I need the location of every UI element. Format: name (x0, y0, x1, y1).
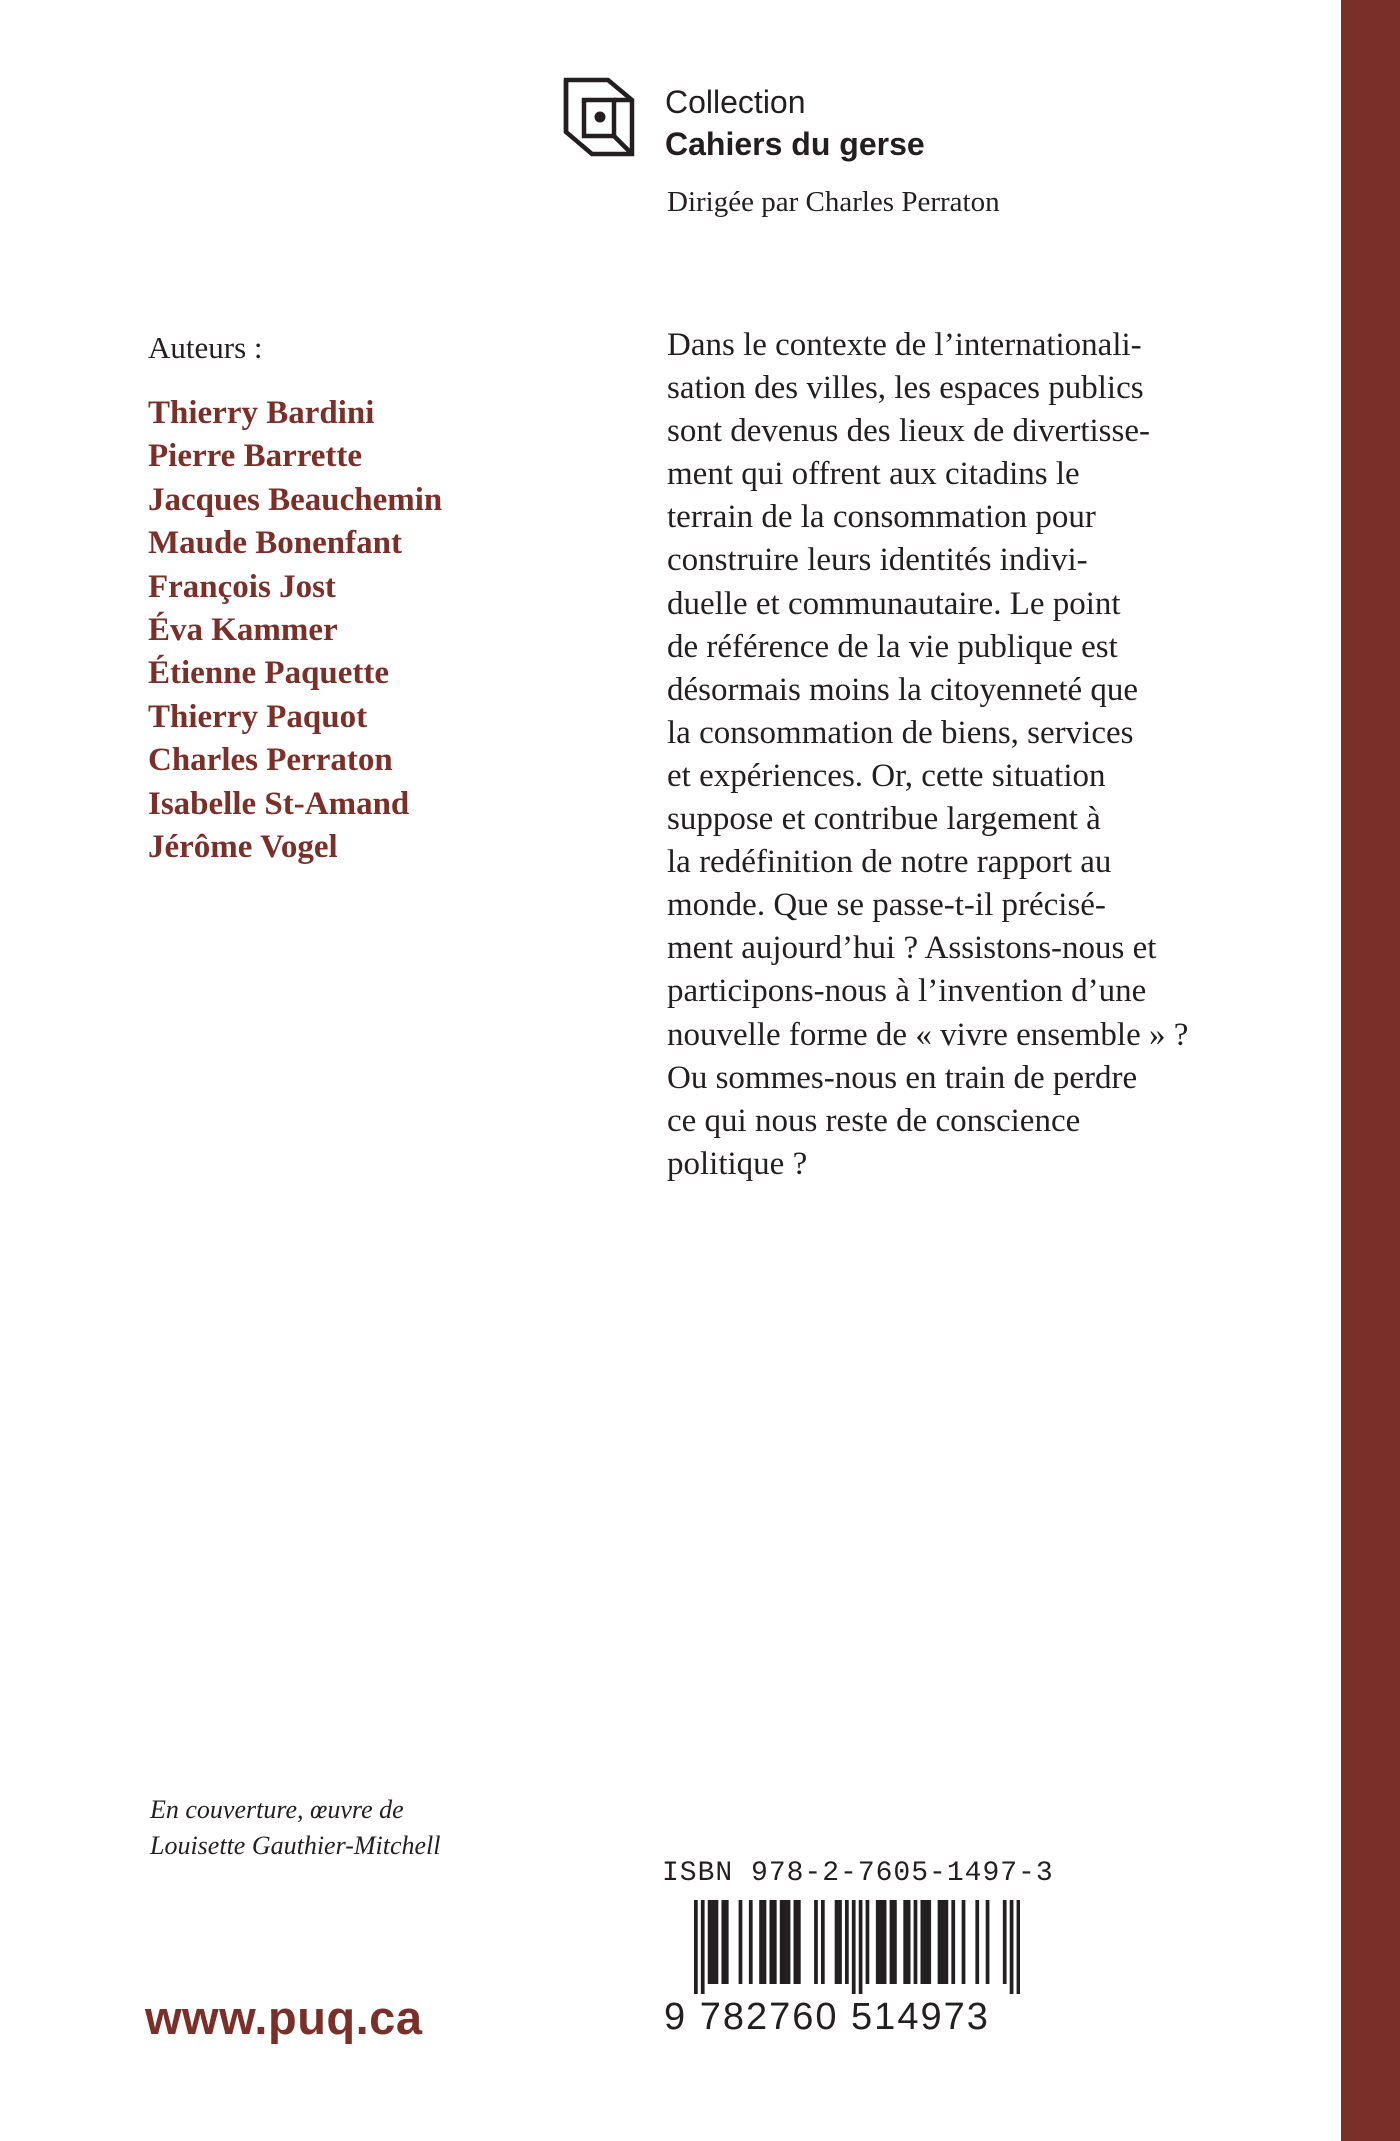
collection-logo-icon (562, 74, 636, 158)
blurb-line: et expériences. Or, cette situation (667, 757, 1106, 794)
author-name: Jacques Beauchemin (148, 481, 443, 518)
barcode-bar (866, 1900, 870, 1984)
authors-list (148, 392, 442, 869)
barcode-bar (938, 1900, 942, 1984)
barcode-bar (814, 1900, 818, 1984)
author-name: Jérôme Vogel (148, 828, 338, 865)
barcode-bar (769, 1900, 773, 1984)
blurb-line: terrain de la consommation pour (667, 499, 1096, 536)
barcode-bar (890, 1900, 894, 1984)
barcode-digits: 9 782760 514973 (664, 1996, 990, 2038)
barcode-bar (1017, 1900, 1020, 1994)
blurb-line: désormais moins la citoyenneté que (667, 671, 1139, 708)
cover-credit-artist: Louisette Gauthier-Mitchell (150, 1831, 441, 1860)
blurb-line: sation des villes, les espaces publics (667, 370, 1144, 407)
barcode-bar (694, 1900, 698, 1994)
barcode-bar (773, 1900, 777, 1984)
cover-credit-line: En couverture, œuvre de (150, 1795, 404, 1824)
blurb-line: suppose et contribue largement à (667, 801, 1101, 838)
barcode-bar (787, 1900, 791, 1984)
author-name: Éva Kammer (148, 611, 338, 648)
barcode-bar (708, 1900, 712, 1984)
collection-name: Cahiers du gerse (665, 126, 925, 162)
barcode-bar (1003, 1900, 1007, 1984)
publisher-website: www.puq.ca (145, 1991, 423, 2044)
barcode-bar (951, 1900, 955, 1984)
author-name: Isabelle St-Amand (148, 785, 410, 822)
spine-band (1341, 0, 1400, 2141)
barcode-bar (852, 1900, 856, 1994)
collection-director: Dirigée par Charles Perraton (667, 186, 1000, 218)
author-name: Étienne Paquette (148, 655, 390, 692)
blurb-line: nouvelle forme de « vivre ensemble » ? (667, 1016, 1189, 1053)
back-cover-blurb (667, 324, 1227, 1186)
author-name: Thierry Bardini (148, 395, 375, 431)
barcode-bar (821, 1900, 825, 1984)
barcode-bar (845, 1900, 849, 1984)
barcode-bar (924, 1900, 928, 1984)
blurb-line: politique ? (667, 1145, 808, 1182)
barcode-bar (749, 1900, 753, 1984)
blurb-line: ment aujourd’hui ? Assistons-nous et (667, 930, 1157, 967)
barcode-bar (794, 1900, 798, 1984)
blurb-line: la redéfinition de notre rapport au (667, 844, 1112, 881)
blurb-line: Ou sommes-nous en train de perdre (667, 1059, 1138, 1096)
author-name: Maude Bonenfant (148, 525, 402, 562)
blurb-line: duelle et communautaire. Le point (667, 585, 1121, 622)
barcode-bar (715, 1900, 719, 1984)
barcode-bar (763, 1900, 767, 1984)
isbn-label: ISBN 978-2-7605-1497-3 (662, 1858, 1054, 1889)
barcode-bar (876, 1900, 880, 1984)
authors-heading: Auteurs : (148, 330, 263, 365)
blurb-line: Dans le contexte de l’internationali- (667, 327, 1142, 363)
blurb-line: sont devenus des lieux de divertisse- (667, 413, 1150, 450)
barcode-bar (962, 1900, 966, 1984)
barcode-bar (1010, 1900, 1014, 1994)
barcode-bar (783, 1900, 787, 1984)
author-name: Pierre Barrette (148, 438, 363, 475)
barcode-bar (838, 1900, 842, 1984)
barcode-bar (941, 1900, 945, 1984)
barcode-bar (835, 1900, 839, 1984)
barcode-bar (975, 1900, 979, 1984)
author-name: Thierry Paquot (148, 698, 368, 735)
cover-credit (150, 1792, 440, 1864)
barcode-bar (927, 1900, 931, 1984)
blurb-line: la consommation de biens, services (667, 714, 1134, 751)
barcode-bar (859, 1900, 863, 1994)
barcode-bar (907, 1900, 911, 1984)
collection-label: Collection (665, 84, 806, 120)
author-name: François Jost (148, 568, 336, 605)
blurb-line: de référence de la vie publique est (667, 628, 1118, 665)
barcode-bar (879, 1900, 883, 1984)
barcode-bar (725, 1900, 729, 1984)
barcode-bar (883, 1900, 887, 1984)
barcode-bar (739, 1900, 743, 1984)
barcode-bar (759, 1900, 763, 1984)
barcode-bar (893, 1900, 897, 1984)
barcode-bar (797, 1900, 801, 1984)
blurb-line: ce qui nous reste de conscience (667, 1102, 1081, 1139)
blurb-line: ment qui offrent aux citadins le (667, 456, 1080, 493)
barcode-bar (914, 1900, 918, 1984)
barcode-bar (945, 1900, 949, 1984)
barcode-bar (920, 1900, 924, 1984)
barcode-bar (780, 1900, 784, 1984)
barcode-bar (701, 1900, 705, 1994)
barcode-bar (903, 1900, 907, 1984)
isbn-barcode (694, 1900, 1020, 1994)
barcode-bar (711, 1900, 715, 1984)
blurb-line: monde. Que se passe-t-il précisé- (667, 887, 1106, 924)
author-name: Charles Perraton (148, 742, 393, 779)
barcode-bar (986, 1900, 990, 1984)
barcode-bar (721, 1900, 725, 1984)
blurb-line: construire leurs identités indivi- (667, 542, 1088, 579)
blurb-line: participons-nous à l’invention d’une (667, 973, 1147, 1010)
